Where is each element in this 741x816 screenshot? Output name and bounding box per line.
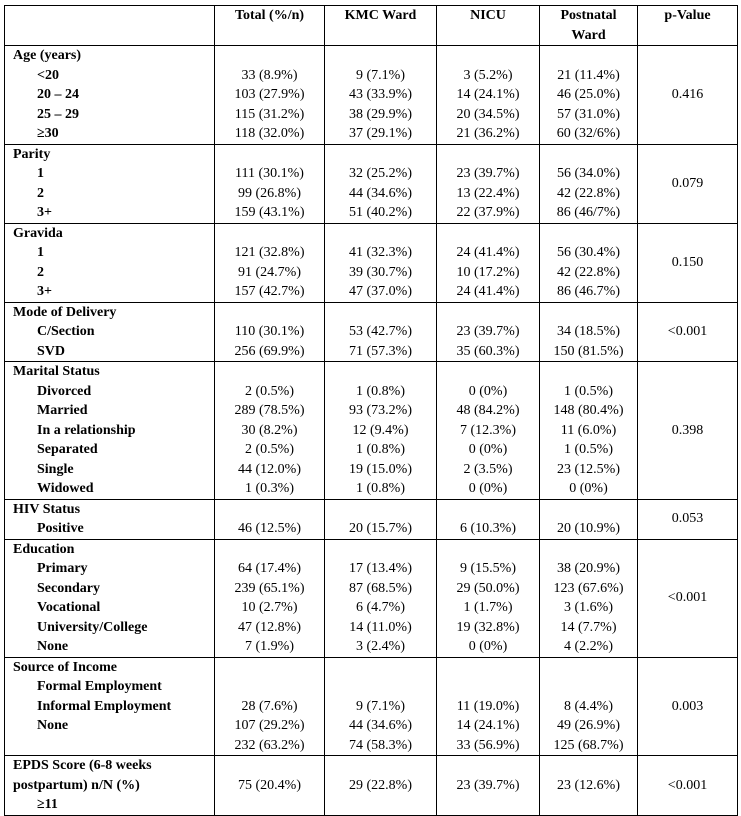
postnatal-value: 49 (26.9%) (557, 718, 620, 733)
table-row (5, 302, 738, 362)
total-cell (215, 362, 325, 500)
group-title: Age (years) (13, 48, 82, 63)
total-cell (215, 144, 325, 223)
total-value: 91 (24.7%) (238, 264, 301, 280)
nicu-cell (437, 144, 540, 223)
kmc-cell (325, 46, 437, 145)
table-row (5, 499, 738, 539)
nicu-value: 7 (12.3%) (460, 422, 516, 438)
group-title: Source of Income (13, 659, 117, 675)
total-value: 99 (26.8%) (238, 185, 301, 201)
postnatal-value: 1 (0.5%) (564, 442, 613, 457)
p-value-cell (638, 302, 738, 362)
spacer (441, 677, 535, 697)
postnatal-value: 38 (20.9%) (557, 561, 620, 576)
postnatal-value: 60 (32/6%) (556, 126, 621, 141)
postnatal-value: 42 (22.8%) (557, 185, 620, 201)
nicu-cell (437, 499, 540, 539)
kmc-value: 14 (11.0%) (349, 619, 412, 635)
spacer (544, 362, 633, 382)
p-value-cell (638, 756, 738, 816)
row-label: 2 (37, 185, 44, 201)
row-label: Divorced (37, 383, 92, 399)
total-value: 30 (8.2%) (241, 422, 298, 438)
kmc-value: 38 (29.9%) (349, 106, 412, 122)
nicu-value: 13 (22.4%) (456, 185, 520, 201)
spacer (219, 224, 320, 244)
total-value: 47 (12.8%) (238, 619, 301, 635)
p-value-cell (638, 499, 738, 539)
row-label: Informal Employment (37, 698, 172, 714)
group-title: EPDS Score (6-8 weeks postpartum) n/N (%) (13, 758, 152, 793)
nicu-value: 6 (10.3%) (460, 521, 516, 536)
spacer (544, 500, 633, 520)
total-value: 44 (12.0%) (238, 461, 301, 477)
postnatal-value: 148 (80.4%) (553, 403, 624, 418)
spacer (441, 224, 535, 244)
kmc-value: 43 (33.9%) (349, 87, 412, 102)
total-value: 110 (30.1%) (234, 324, 305, 339)
postnatal-value: 56 (30.4%) (557, 245, 620, 260)
postnatal-value: 11 (6.0%) (560, 422, 617, 438)
row-label: 20 – 24 (37, 87, 79, 102)
p-value: 0.398 (671, 422, 704, 438)
kmc-value: 44 (34.6%) (349, 185, 412, 201)
group-label-cell (5, 756, 215, 816)
total-value: 118 (32.0%) (234, 126, 305, 141)
row-label: 1 (37, 245, 44, 260)
postnatal-cell (540, 144, 638, 223)
postnatal-value: 14 (7.7%) (560, 619, 617, 635)
nicu-value: 10 (17.2%) (456, 264, 520, 280)
nicu-value: 35 (60.3%) (456, 343, 520, 359)
nicu-value: 19 (32.8%) (456, 619, 520, 635)
table-row (5, 362, 738, 500)
row-label: University/College (37, 619, 148, 635)
total-value: 232 (63.2%) (234, 737, 305, 753)
group-label-cell (5, 223, 215, 302)
postnatal-value: 0 (0%) (569, 481, 608, 496)
postnatal-value: 46 (25.0%) (557, 87, 620, 102)
nicu-cell (437, 46, 540, 145)
row-label: <20 (37, 67, 59, 83)
spacer (329, 145, 432, 165)
kmc-cell (325, 499, 437, 539)
kmc-cell (325, 223, 437, 302)
group-label-cell (5, 46, 215, 145)
kmc-value: 1 (0.8%) (356, 481, 405, 496)
kmc-cell (325, 657, 437, 756)
group-label-cell (5, 302, 215, 362)
row-label: ≥11 (37, 797, 58, 812)
nicu-value: 0 (0%) (468, 481, 508, 496)
total-value: 256 (69.9%) (234, 343, 305, 359)
header-row (5, 6, 738, 46)
postnatal-value: 3 (1.6%) (564, 600, 613, 615)
group-label-cell (5, 657, 215, 756)
nicu-value: 0 (0%) (468, 639, 508, 654)
total-cell (215, 756, 325, 816)
row-label: Formal Employment (37, 679, 162, 694)
kmc-value: 71 (57.3%) (349, 343, 412, 359)
p-value: <0.001 (667, 324, 708, 339)
spacer (329, 658, 432, 678)
header-p-value: p-Value (638, 6, 738, 46)
spacer (329, 500, 432, 520)
kmc-value: 3 (2.4%) (356, 639, 405, 654)
postnatal-cell (540, 362, 638, 500)
table-row (5, 756, 738, 816)
spacer (329, 362, 432, 382)
group-label-cell (5, 539, 215, 657)
total-value: 111 (30.1%) (235, 166, 304, 181)
total-cell (215, 223, 325, 302)
postnatal-cell (540, 657, 638, 756)
postnatal-value: 56 (34.0%) (557, 166, 620, 181)
kmc-value: 29 (22.8%) (349, 777, 412, 793)
nicu-value: 0 (0%) (468, 442, 508, 457)
spacer (441, 658, 535, 678)
spacer (441, 303, 535, 323)
postnatal-value: 86 (46/7%) (556, 205, 621, 220)
row-label: 25 – 29 (37, 106, 79, 122)
nicu-value: 33 (56.9%) (456, 737, 520, 753)
kmc-value: 6 (4.7%) (356, 600, 405, 615)
header-total: Total (%/n) (215, 6, 325, 46)
row-label: Widowed (37, 481, 94, 496)
spacer (329, 224, 432, 244)
group-title: HIV Status (13, 501, 81, 517)
postnatal-cell (540, 302, 638, 362)
spacer (219, 500, 320, 520)
nicu-cell (437, 539, 540, 657)
p-value-cell (638, 657, 738, 756)
row-label: 2 (37, 264, 44, 280)
postnatal-value: 123 (67.6%) (553, 580, 624, 596)
group-label-cell (5, 144, 215, 223)
table-row (5, 539, 738, 657)
kmc-value: 37 (29.1%) (349, 126, 412, 141)
nicu-value: 22 (37.9%) (456, 205, 520, 220)
postnatal-value: 20 (10.9%) (557, 521, 620, 536)
spacer (544, 756, 633, 776)
kmc-value: 19 (15.0%) (349, 461, 412, 477)
table-row (5, 223, 738, 302)
row-label: Vocational (37, 600, 101, 615)
p-value: 0.003 (671, 698, 704, 714)
row-label: Separated (37, 442, 98, 457)
kmc-value: 9 (7.1%) (356, 67, 405, 83)
kmc-cell (325, 362, 437, 500)
nicu-value: 3 (5.2%) (463, 67, 513, 83)
postnatal-cell (540, 223, 638, 302)
nicu-value: 24 (41.4%) (456, 284, 520, 299)
postnatal-value: 86 (46.7%) (557, 284, 620, 299)
p-value-cell (638, 144, 738, 223)
row-label: SVD (37, 343, 66, 359)
row-label: ≥30 (37, 126, 59, 141)
nicu-value: 29 (50.0%) (456, 580, 520, 596)
row-label: 1 (37, 166, 44, 181)
spacer (329, 677, 432, 697)
kmc-value: 32 (25.2%) (349, 166, 412, 181)
total-value: 7 (1.9%) (245, 639, 294, 654)
kmc-value: 47 (37.0%) (349, 284, 412, 299)
row-label: C/Section (37, 324, 95, 339)
kmc-cell (325, 302, 437, 362)
kmc-value: 9 (7.1%) (356, 698, 405, 714)
spacer (329, 46, 432, 66)
spacer (441, 362, 535, 382)
spacer (219, 677, 320, 697)
kmc-value: 41 (32.3%) (349, 245, 412, 260)
table-row (5, 46, 738, 145)
kmc-cell (325, 144, 437, 223)
table-row (5, 657, 738, 756)
total-value: 157 (42.7%) (234, 284, 305, 299)
spacer (329, 756, 432, 776)
postnatal-value: 34 (18.5%) (557, 324, 620, 339)
kmc-value: 51 (40.2%) (349, 205, 412, 220)
spacer (441, 145, 535, 165)
nicu-value: 1 (1.7%) (463, 600, 513, 615)
postnatal-cell (540, 756, 638, 816)
p-value: 0.053 (671, 511, 704, 527)
kmc-value: 74 (58.3%) (349, 737, 412, 753)
spacer (219, 540, 320, 560)
spacer (219, 303, 320, 323)
kmc-value: 44 (34.6%) (349, 718, 412, 733)
nicu-value: 14 (24.1%) (456, 87, 520, 102)
total-value: 107 (29.2%) (234, 718, 305, 733)
spacer (544, 46, 633, 66)
header-nicu: NICU (437, 6, 540, 46)
postnatal-value: 21 (11.4%) (557, 67, 620, 83)
spacer (329, 303, 432, 323)
postnatal-value: 23 (12.5%) (557, 461, 620, 477)
spacer (441, 46, 535, 66)
p-value: 0.416 (671, 87, 704, 102)
nicu-cell (437, 223, 540, 302)
group-title: Education (13, 541, 75, 557)
kmc-value: 93 (73.2%) (349, 403, 412, 418)
total-value: 75 (20.4%) (238, 777, 301, 793)
p-value-cell (638, 223, 738, 302)
total-value: 33 (8.9%) (241, 67, 298, 83)
total-value: 10 (2.7%) (241, 600, 298, 615)
kmc-value: 1 (0.8%) (356, 442, 405, 457)
postnatal-value: 42 (22.8%) (557, 264, 620, 280)
kmc-value: 12 (9.4%) (352, 422, 409, 438)
spacer (329, 540, 432, 560)
total-value: 289 (78.5%) (234, 403, 305, 418)
total-value: 103 (27.9%) (234, 87, 305, 102)
row-label: Positive (37, 521, 84, 536)
kmc-value: 17 (13.4%) (349, 561, 412, 576)
nicu-cell (437, 657, 540, 756)
group-title: Marital Status (13, 364, 100, 379)
nicu-value: 23 (39.7%) (456, 324, 520, 339)
postnatal-value: 1 (0.5%) (564, 383, 613, 399)
nicu-cell (437, 302, 540, 362)
nicu-value: 2 (3.5%) (463, 461, 513, 477)
kmc-value: 20 (15.7%) (349, 521, 412, 536)
nicu-value: 48 (84.2%) (456, 403, 520, 418)
group-title: Mode of Delivery (13, 304, 117, 320)
p-value-cell (638, 539, 738, 657)
nicu-cell (437, 362, 540, 500)
p-value: 0.079 (671, 175, 704, 191)
postnatal-cell (540, 539, 638, 657)
spacer (544, 303, 633, 323)
p-value: <0.001 (667, 590, 708, 606)
nicu-value: 23 (39.7%) (456, 777, 520, 793)
total-value: 28 (7.6%) (241, 698, 298, 714)
row-label: In a relationship (37, 422, 136, 438)
postnatal-value: 23 (12.6%) (557, 777, 620, 793)
kmc-value: 39 (30.7%) (349, 264, 412, 280)
total-value: 239 (65.1%) (234, 580, 305, 596)
row-label: 3+ (37, 284, 52, 299)
total-cell (215, 499, 325, 539)
total-value: 121 (32.8%) (234, 245, 305, 260)
row-label: Single (37, 461, 74, 477)
postnatal-cell (540, 46, 638, 145)
nicu-cell (437, 756, 540, 816)
postnatal-value: 125 (68.7%) (553, 737, 624, 753)
kmc-cell (325, 539, 437, 657)
total-cell (215, 657, 325, 756)
p-value: <0.001 (667, 777, 708, 793)
group-label-cell (5, 362, 215, 500)
group-title: Gravida (13, 225, 63, 241)
nicu-value: 14 (24.1%) (456, 718, 520, 733)
row-label: Secondary (37, 580, 100, 596)
p-value: 0.150 (671, 254, 704, 270)
total-cell (215, 46, 325, 145)
spacer (544, 540, 633, 560)
spacer (441, 500, 535, 520)
total-cell (215, 539, 325, 657)
postnatal-value: 4 (2.2%) (564, 639, 613, 654)
row-label: 3+ (37, 205, 52, 220)
row-label: None (37, 639, 69, 654)
nicu-value: 20 (34.5%) (456, 106, 520, 122)
spacer (219, 362, 320, 382)
spacer (441, 540, 535, 560)
row-label: None (37, 718, 69, 733)
total-value: 46 (12.5%) (238, 521, 301, 536)
nicu-value: 0 (0%) (468, 383, 508, 399)
total-value: 64 (17.4%) (238, 561, 301, 576)
spacer (219, 145, 320, 165)
p-value-cell (638, 362, 738, 500)
total-value: 1 (0.3%) (245, 481, 294, 496)
spacer (219, 756, 320, 776)
total-value: 115 (31.2%) (234, 106, 305, 122)
nicu-value: 11 (19.0%) (456, 698, 520, 714)
postnatal-cell (540, 499, 638, 539)
spacer (219, 658, 320, 678)
spacer (544, 658, 633, 678)
total-value: 2 (0.5%) (245, 383, 294, 399)
postnatal-value: 150 (81.5%) (553, 343, 624, 359)
kmc-value: 1 (0.8%) (356, 383, 405, 399)
row-label: Married (37, 403, 88, 418)
header-label (5, 6, 215, 46)
group-title: Parity (13, 146, 51, 162)
spacer (441, 756, 535, 776)
spacer (544, 224, 633, 244)
spacer (544, 677, 633, 697)
total-value: 2 (0.5%) (245, 442, 294, 457)
total-cell (215, 302, 325, 362)
kmc-cell (325, 756, 437, 816)
nicu-value: 24 (41.4%) (456, 245, 520, 260)
kmc-value: 53 (42.7%) (349, 324, 412, 339)
group-label-cell (5, 499, 215, 539)
row-label: Primary (37, 561, 88, 576)
demographics-table (4, 5, 738, 816)
postnatal-value: 57 (31.0%) (557, 106, 620, 122)
nicu-value: 23 (39.7%) (456, 166, 520, 181)
header-kmc: KMC Ward (325, 6, 437, 46)
p-value-cell (638, 46, 738, 145)
kmc-value: 87 (68.5%) (349, 580, 412, 596)
nicu-value: 21 (36.2%) (456, 126, 520, 141)
total-value: 159 (43.1%) (234, 205, 305, 220)
nicu-value: 9 (15.5%) (460, 561, 516, 576)
postnatal-value: 8 (4.4%) (564, 698, 613, 714)
table-row (5, 144, 738, 223)
spacer (219, 46, 320, 66)
header-postnatal: Postnatal Ward (540, 6, 638, 46)
spacer (544, 145, 633, 165)
